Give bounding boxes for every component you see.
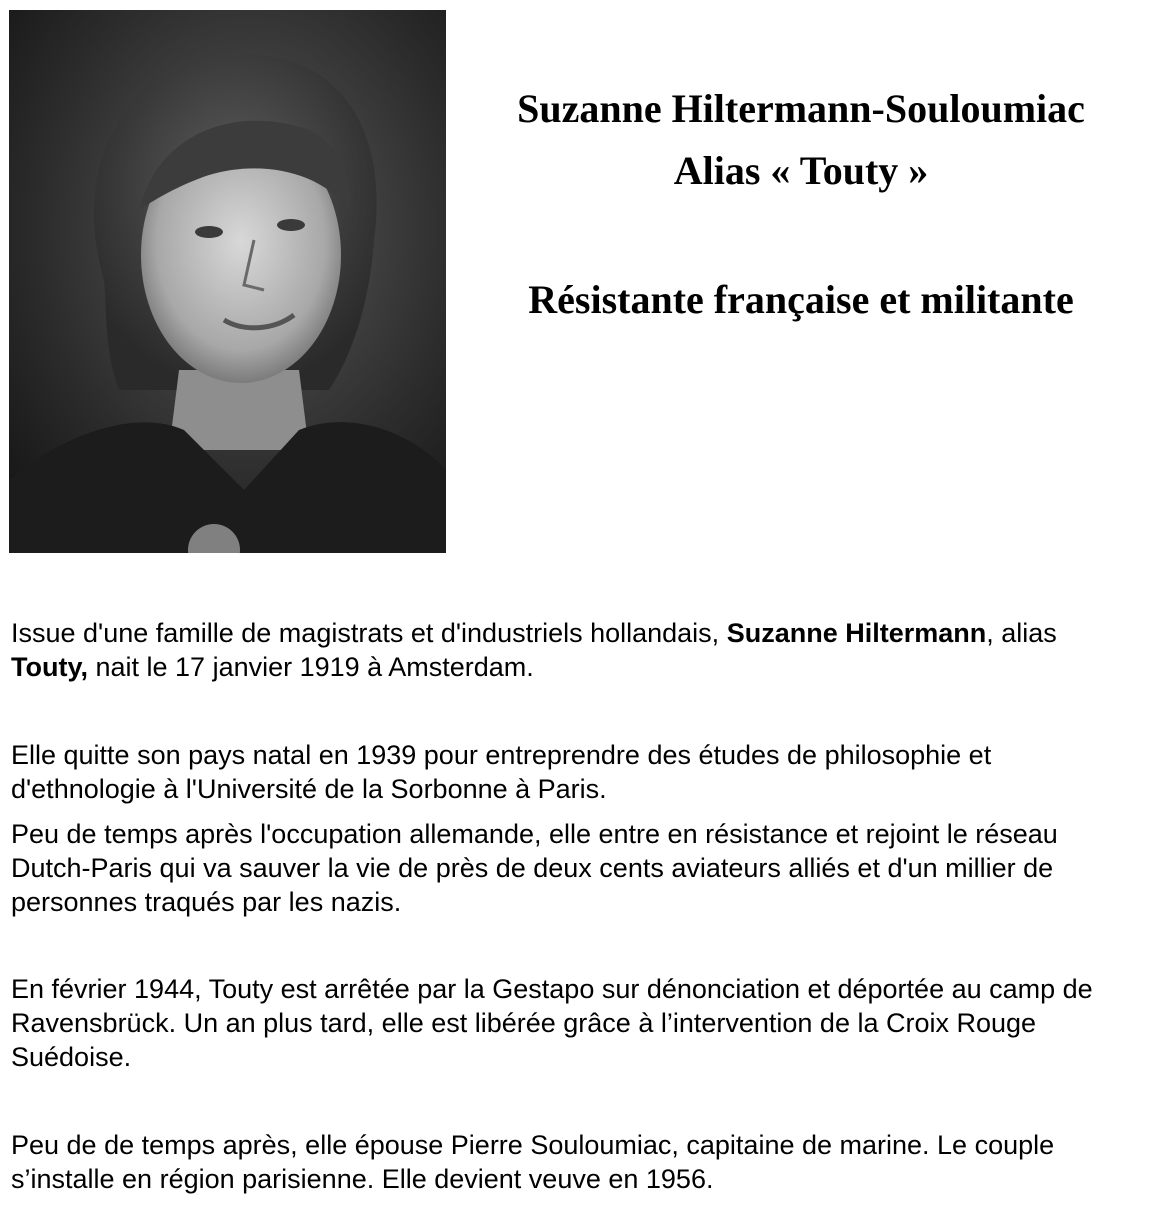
heading-block xyxy=(446,78,1156,331)
portrait-photo xyxy=(9,10,446,553)
portrait-icon xyxy=(9,10,446,553)
person-subtitle: Résistante française et militante xyxy=(528,277,1074,322)
p1-text-1: Issue d'une famille de magistrats et d'industriels hollandais, xyxy=(11,618,727,648)
paragraph-marriage: Peu de de temps après, elle épouse Pierre Souloumiac, capitaine de marine. Le couple s’installe en région parisienne. Elle devient veuve en 1956. xyxy=(11,1130,1055,1194)
paragraph-studies: Elle quitte son pays natal en 1939 pour entreprendre des études de philosophie et d'ethnologie à l'Université de la Sorbonne à Paris. xyxy=(11,740,992,804)
paragraph-origin xyxy=(11,616,1121,684)
paragraph-resistance: Peu de temps après l'occupation allemande, elle entre en résistance et rejoint le réseau Dutch-Paris qui va sauver la vie de près de deux cents aviateurs alliés et d'un millier de personnes traqués par les nazis. xyxy=(11,819,1058,917)
p1-text-3: nait le 17 janvier 1919 à Amsterdam. xyxy=(87,652,534,682)
p1-text-2: , alias xyxy=(986,618,1057,648)
paragraph-arrest: En février 1944, Touty est arrêtée par la Gestapo sur dénonciation et déportée au camp de Ravensbrück. Un an plus tard, elle est libérée grâce à l’intervention de la Croix Rouge Suédoise. xyxy=(11,974,1093,1072)
p1-bold-name: Suzanne Hiltermann xyxy=(726,618,987,648)
person-name: Suzanne Hiltermann-Souloumiac xyxy=(517,86,1085,131)
person-alias: Alias « Touty » xyxy=(673,148,929,193)
p1-bold-alias: Touty, xyxy=(11,652,88,682)
